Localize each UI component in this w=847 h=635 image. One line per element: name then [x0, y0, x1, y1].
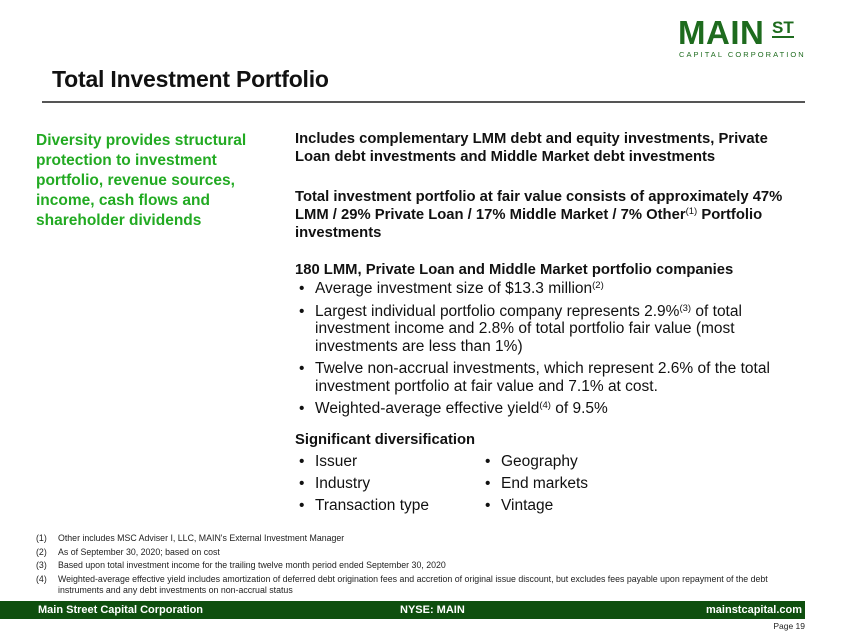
- footnote-text: Other includes MSC Adviser I, LLC, MAIN's External Investment Manager: [58, 533, 345, 543]
- sidebar-highlight-text: Diversity provides structural protection to investment portfolio, revenue sources, income, cash flows and shareholder dividends: [36, 132, 247, 229]
- footnote-ref-1: (1): [685, 206, 698, 217]
- paragraph-investment-types: Includes complementary LMM debt and equity investments, Private Loan debt investments and Middle Market debt investments: [295, 131, 768, 165]
- diversification-col-right: [481, 453, 588, 519]
- diversification-item: • Geography: [481, 453, 588, 471]
- diversification-item: • Industry: [295, 475, 429, 493]
- diversification-col-left: [295, 453, 429, 519]
- title-divider: [42, 101, 805, 103]
- diversification-item: • Issuer: [295, 453, 429, 471]
- company-logo: [678, 14, 808, 62]
- bullet-item: [295, 280, 795, 298]
- footnote: [36, 560, 806, 571]
- page-title: Total Investment Portfolio: [52, 66, 329, 92]
- bullet-text-end: of total investment income and 2.8% of total portfolio fair value (most investments are less than 1%): [315, 302, 742, 355]
- footnote-ref-2: (2): [592, 280, 604, 291]
- footnotes: [36, 533, 806, 598]
- footnote-text: As of September 30, 2020; based on cost: [58, 546, 220, 557]
- bullet-text: Weighted-average effective yield: [315, 400, 540, 417]
- footnote-text: Weighted-average effective yield includes amortization of deferred debt origination fees and accretion of original issue discount, but excludes fees payable upon repayment of the debt instruments and any debt investments on non-accrual status: [58, 573, 768, 595]
- diversification-heading: Significant diversification: [295, 432, 476, 448]
- diversification-item: • Transaction type: [295, 497, 429, 515]
- footnote: [36, 547, 806, 558]
- footnote-number: (1): [36, 533, 47, 543]
- diversification-item: • Vintage: [481, 497, 588, 515]
- composition-text-end: Portfolio investments: [295, 207, 763, 241]
- footer-website-link[interactable]: mainstcapital.com: [706, 604, 802, 616]
- composition-text: Total investment portfolio at fair value consists of approximately 47% LMM / 29% Private Loan / 17% Middle Market / 7% Other: [295, 189, 783, 223]
- footnote: [36, 533, 806, 544]
- paragraph-portfolio-composition: [295, 188, 805, 242]
- bullet-text: Twelve non-accrual investments, which represent 2.6% of the total investment portfolio at fair value and 7.1% at cost.: [315, 360, 770, 395]
- footnote-ref-4: (4): [539, 400, 551, 411]
- paragraph-portfolio-companies: 180 LMM, Private Loan and Middle Market portfolio companies: [295, 262, 734, 278]
- footer-bar: [0, 601, 805, 619]
- footnote-number: (2): [36, 546, 47, 557]
- footer-ticker: NYSE: MAIN: [400, 604, 465, 616]
- footnote: [36, 574, 806, 596]
- footer-company-name: Main Street Capital Corporation: [38, 604, 204, 616]
- bullet-item: [295, 303, 795, 356]
- portfolio-bullets: [295, 280, 795, 423]
- logo-superscript: ST: [772, 18, 794, 37]
- footnote-text: Based upon total investment income for the trailing twelve month period ended September 30, 2020: [58, 560, 446, 570]
- bullet-text: Average investment size of $13.3 million: [315, 280, 593, 297]
- bullet-item: [295, 360, 795, 395]
- footnote-number: (3): [36, 560, 47, 570]
- diversification-item: • End markets: [481, 475, 588, 493]
- footnote-ref-3: (3): [679, 302, 692, 314]
- logo-subtitle: CAPITAL CORPORATION: [679, 50, 806, 59]
- logo-wordmark: MAIN: [678, 14, 765, 51]
- bullet-text-end: of 9.5%: [550, 400, 608, 417]
- bullet-text: Largest individual portfolio company represents 2.9%: [315, 302, 680, 320]
- page-number: Page 19: [773, 621, 805, 631]
- footnote-number: (4): [36, 573, 47, 584]
- bullet-item: [295, 400, 795, 418]
